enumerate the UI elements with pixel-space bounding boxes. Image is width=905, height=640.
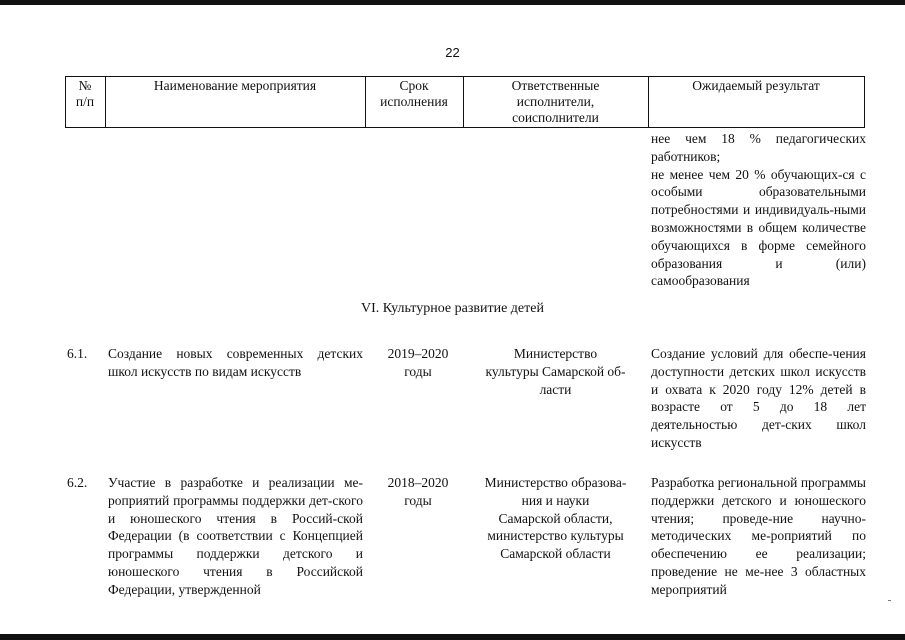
header-term: Срок исполнения: [380, 78, 448, 109]
header-responsible: Ответственные исполнители, соисполнители: [511, 78, 600, 125]
section-title: VI. Культурное развитие детей: [361, 301, 544, 316]
row-6-1-num: 6.1.: [67, 346, 88, 361]
row-6-1-name: Создание новых современных детских школ искусств по видам искусств: [108, 346, 363, 379]
continuation-result: нее чем 18 % педагогических работников; не менее чем 20 % обучающих-ся с особыми образовательными потребностями и индивидуаль-ными возможностями в общем количестве обучающихся в форме семейного образования и (или) самообразования: [651, 131, 866, 289]
row-6-2-name: Участие в разработке и реализации ме-роприятий программы поддержки дет-ского и юношеского чтения в Россий-ской Федерации (в соответствии с Концепцией программы поддержки детского и юношеского чтения в Российской Федерации, утвержденной: [108, 475, 363, 597]
header-rule-top: [65, 76, 865, 77]
table-header: [65, 76, 865, 128]
header-divider: [864, 76, 865, 128]
scan-speck: [888, 600, 891, 601]
scan-border-bottom: [0, 634, 905, 640]
row-6-2-term: 2018–2020 годы: [387, 475, 449, 508]
row-6-1-term: 2019–2020 годы: [387, 346, 449, 379]
header-num: № п/п: [75, 78, 95, 109]
scan-border-top: [0, 0, 905, 5]
row-6-2-num: 6.2.: [67, 475, 88, 490]
header-result: Ожидаемый результат: [692, 78, 820, 93]
row-6-1-result: Создание условий для обеспе-чения доступности детских школ искусств и охвата к 2020 году 12% детей в возрасте от 5 до 18 лет деятельностью дет-ских школ искусств: [651, 346, 866, 450]
header-name: Наименование мероприятия: [153, 78, 317, 93]
header-rule-bottom: [65, 127, 865, 128]
row-6-2-responsible: Министерство образова- ния и науки Самарской области, министерство культуры Самарской области: [484, 475, 627, 562]
row-6-1-responsible: Министерство культуры Самарской об- ласти: [485, 346, 626, 397]
page-number: 22: [445, 45, 460, 60]
row-6-2-result: Разработка региональной программы поддержки детского и юношеского чтения; проведе-ние научно-методических ме-роприятий по обеспечению ее реализации; проведение не ме-нее 3 областных мероприятий: [651, 475, 866, 597]
